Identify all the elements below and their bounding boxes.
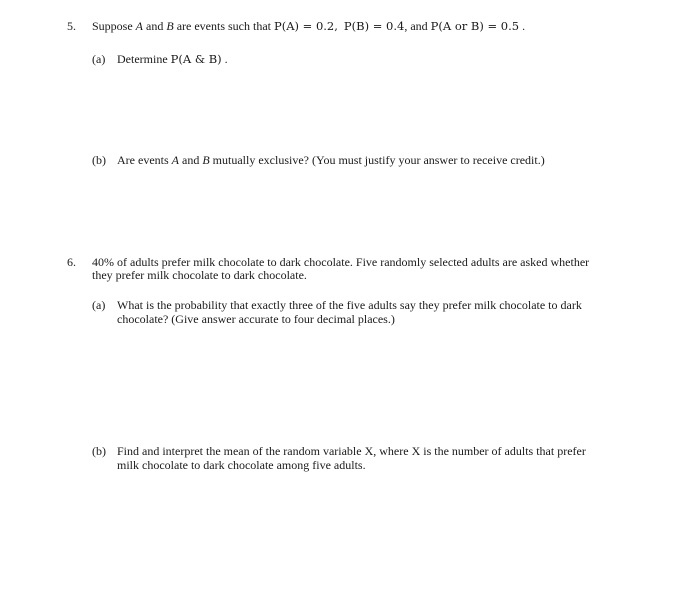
stem-text: . xyxy=(519,19,526,33)
event-a: A xyxy=(171,153,179,167)
part-text: Determine xyxy=(117,52,171,66)
question-6-stem-line1: 40% of adults prefer milk chocolate to dark chocolate. Five randomly selected adults are asked whether xyxy=(92,255,590,269)
part-text: mutually exclusive? (You must justify your answer to receive credit.) xyxy=(209,153,545,167)
question-number: 5. xyxy=(67,19,76,33)
question-6b-line1: Find and interpret the mean of the random variable X, where X is the number of adults that prefer xyxy=(117,444,586,458)
part-label: (a) xyxy=(92,298,106,312)
part-text: and xyxy=(179,153,203,167)
event-a: A xyxy=(135,19,144,33)
part-label: (b) xyxy=(92,153,106,167)
question-6a-line1: What is the probability that exactly three of the five adults say they prefer milk chocolate to dark xyxy=(117,298,582,312)
part-text: Are events xyxy=(117,153,172,167)
question-6a-line2: chocolate? (Give answer accurate to four decimal places.) xyxy=(117,312,395,326)
stem-text: Suppose xyxy=(92,19,136,33)
part-label: (b) xyxy=(92,444,106,458)
stem-text: and xyxy=(143,19,167,33)
question-6b-line2: milk chocolate to dark chocolate among five adults. xyxy=(117,458,366,472)
question-5a-text xyxy=(117,52,228,66)
math-pandb: P(A & B) xyxy=(170,52,222,66)
question-6-stem-line2: they prefer milk chocolate to dark chocolate. xyxy=(92,268,307,282)
stem-text: , and xyxy=(404,19,431,33)
stem-text: are events such that xyxy=(173,19,274,33)
math-paorb: P(A or B) = 0.5 xyxy=(430,19,520,33)
math-pa: P(A) = 0.2, xyxy=(273,19,338,33)
question-5b-text xyxy=(117,153,545,167)
part-text: . xyxy=(221,52,228,66)
event-b: B xyxy=(202,153,210,167)
question-number: 6. xyxy=(67,255,76,269)
part-label: (a) xyxy=(92,52,106,66)
math-pb: P(B) = 0.4 xyxy=(343,19,405,33)
question-5-stem xyxy=(92,19,525,33)
event-b: B xyxy=(166,19,174,33)
